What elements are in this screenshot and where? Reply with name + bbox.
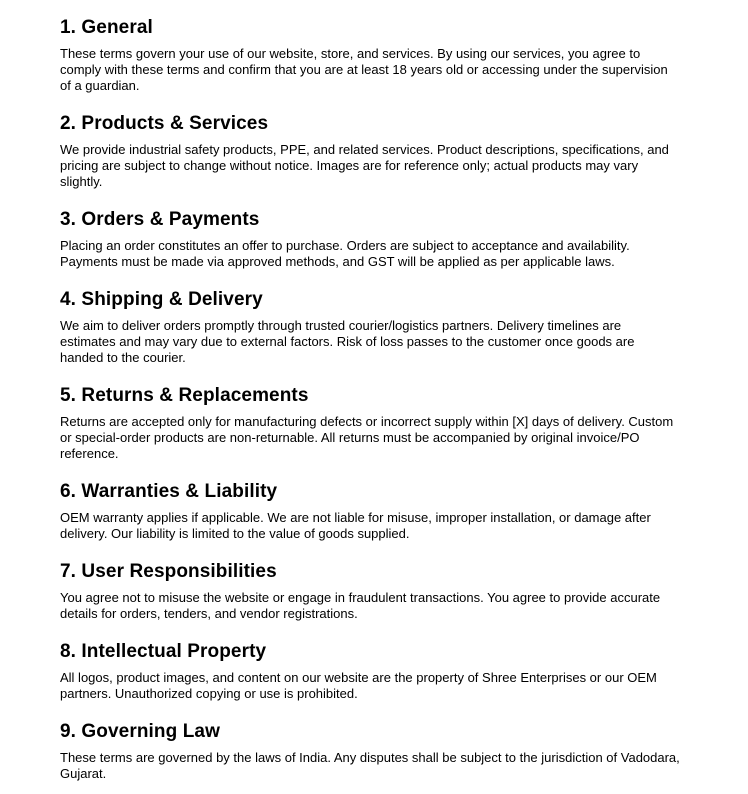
section-heading: 6. Warranties & Liability xyxy=(60,481,278,502)
section-body: We provide industrial safety products, PPE, and related services. Product descriptions, specifications, and pricing are subject to change without notice. Images are for reference only; actual products may vary slightly. xyxy=(60,142,669,189)
section-heading: 3. Orders & Payments xyxy=(60,209,260,230)
section-body: Placing an order constitutes an offer to purchase. Orders are subject to acceptance and availability. Payments must be made via approved methods, and GST will be applied as per applicable laws. xyxy=(60,238,630,269)
section-heading: 5. Returns & Replacements xyxy=(60,385,309,406)
section-governing-law xyxy=(60,720,680,782)
section-warranties-liability xyxy=(60,480,680,542)
section-heading: 8. Intellectual Property xyxy=(60,641,267,662)
section-heading: 1. General xyxy=(60,17,153,38)
section-body: Returns are accepted only for manufacturing defects or incorrect supply within [X] days of delivery. Custom or special-order products are non-returnable. All returns must be accompanied by original invoice/PO reference. xyxy=(60,414,674,461)
section-body: We aim to deliver orders promptly through trusted courier/logistics partners. Delivery timelines are estimates and may vary due to external factors. Risk of loss passes to the customer once goods are handed to the courier. xyxy=(60,318,635,365)
section-intellectual-property xyxy=(60,640,680,702)
section-general xyxy=(60,16,680,94)
section-body: These terms govern your use of our website, store, and services. By using our services, you agree to comply with these terms and confirm that you are at least 18 years old or accessing under the supervision of a guardian. xyxy=(60,46,668,93)
section-products-services xyxy=(60,112,680,190)
section-heading: 9. Governing Law xyxy=(60,721,220,742)
section-shipping-delivery xyxy=(60,288,680,366)
section-body: These terms are governed by the laws of India. Any disputes shall be subject to the jurisdiction of Vadodara, Gujarat. xyxy=(60,750,680,781)
section-heading: 4. Shipping & Delivery xyxy=(60,289,263,310)
section-body: OEM warranty applies if applicable. We are not liable for misuse, improper installation, or damage after delivery. Our liability is limited to the value of goods supplied. xyxy=(60,510,651,541)
section-user-responsibilities xyxy=(60,560,680,622)
section-body: You agree not to misuse the website or engage in fraudulent transactions. You agree to provide accurate details for orders, tenders, and vendor registrations. xyxy=(60,590,661,621)
section-orders-payments xyxy=(60,208,680,270)
section-returns-replacements xyxy=(60,384,680,462)
section-body: All logos, product images, and content on our website are the property of Shree Enterprises or our OEM partners. Unauthorized copying or use is prohibited. xyxy=(60,670,657,701)
section-heading: 2. Products & Services xyxy=(60,113,269,134)
section-heading: 7. User Responsibilities xyxy=(60,561,277,582)
